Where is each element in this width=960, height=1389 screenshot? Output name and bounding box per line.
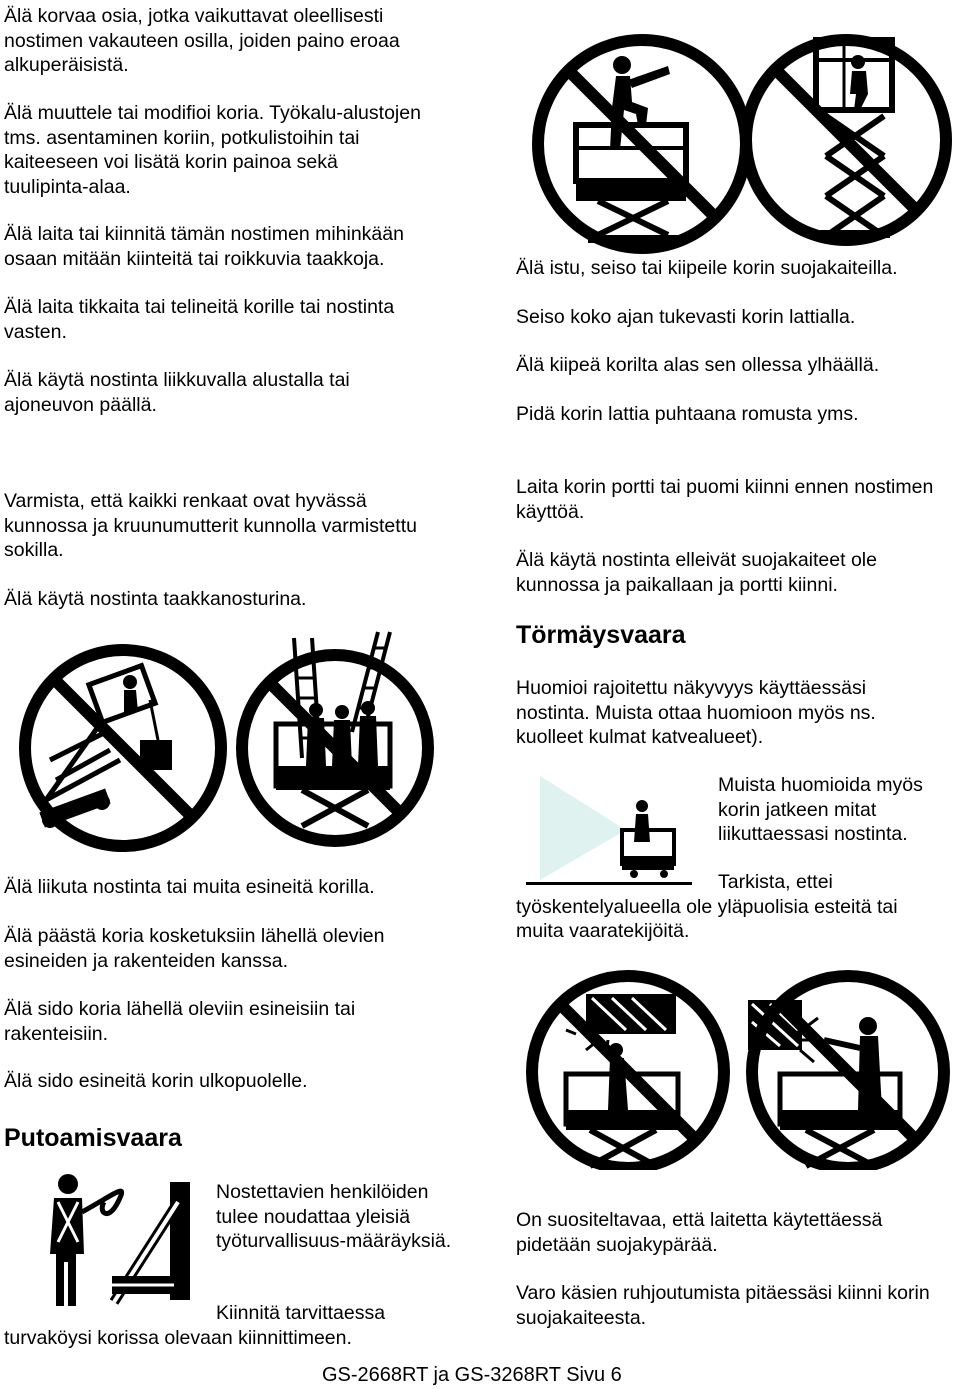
blind-spot-icon [526, 772, 692, 890]
text-limited-visibility: Huomioi rajoitettu näkyvyys käyttäessäsi nostinta. Muista ottaa huomioon myös ns. kuolleet kulmat katvealueet). [516, 677, 876, 748]
no-climbing-guardrail-icon [528, 30, 756, 258]
text-no-exit-elevated: Älä kiipeä korilta alas sen ollessa ylhäällä. [516, 354, 880, 376]
text-no-moving-objects: Älä liikuta nostinta tai muita esineitä korilla. [4, 876, 375, 898]
overhead-hazard-icon [516, 970, 746, 1170]
text-hand-crush: Varo käsien ruhjoutumista pitäessäsi kiinni korin suojakaiteesta. [516, 1282, 930, 1329]
text-keep-floor-clean: Pidä korin lattia puhtaana romusta yms. [516, 403, 859, 425]
text-no-tie-outside: Älä sido esineitä korin ulkopuolelle. [4, 1070, 308, 1092]
page-footer: GS-2668RT ja GS-3268RT Sivu 6 [322, 1364, 622, 1386]
text-wear-helmet: On suositeltavaa, että laitetta käytettäessä pidetään suojakypärää. [516, 1209, 883, 1256]
text-no-climb-guardrails: Älä istu, seiso tai kiipeile korin suojakaiteilla. [516, 257, 898, 279]
text-no-ladders: Älä laita tikkaita tai telineitä korille tai nostinta vasten. [4, 296, 395, 343]
no-exiting-elevated-platform-icon [734, 30, 958, 250]
text-safety-regulations: Nostettavien henkilöiden tulee noudattaa yleisiä työturvallisuus-määräyksiä. [216, 1181, 452, 1252]
text-check-tires: Varmista, että kaikki renkaat ovat hyvässä kunnossa ja kruunumutterit kunnolla varmistettu sokilla. [4, 490, 417, 561]
text-no-loads: Älä laita tai kiinnitä tämän nostimen mihinkään osaan mitään kiinteitä tai roikkuvia taakkoja. [4, 223, 404, 270]
text-no-crane: Älä käytä nostinta taakkanosturina. [4, 588, 307, 610]
text-no-modify-basket: Älä muuttele tai modifioi koria. Työkalu-alustojen tms. asentaminen koriin, potkulistoihin tai kaiteeseen voi lisätä korin painoa sekä tuulipinta-alaa. [4, 102, 421, 198]
text-guardrails-in-place: Älä käytä nostinta elleivät suojakaiteet ole kunnossa ja paikallaan ja portti kiinni. [516, 549, 877, 596]
text-close-gate: Laita korin portti tai puomi kiinni ennen nostimen käyttöä. [516, 476, 934, 523]
text-replace-parts: Älä korvaa osia, jotka vaikuttavat oleellisesti nostimen vakauteen osilla, joiden paino eroaa alkuperäisistä. [4, 5, 400, 76]
text-no-tie-basket: Älä sido koria lähellä oleviin esineisiin tai rakenteisiin. [4, 998, 356, 1045]
crush-hazard-icon [740, 970, 960, 1170]
no-ladders-in-platform-icon [232, 628, 438, 852]
heading-collision-hazard: Törmäysvaara [516, 621, 686, 649]
fall-protection-harness-icon [28, 1172, 200, 1308]
text-no-contact: Älä päästä koria kosketuksiin lähellä olevien esineiden ja rakenteiden kanssa. [4, 925, 385, 972]
text-overhead-obstacles: Tarkista, ettei työskentelyalueella ole yläpuolisia esteitä tai muita vaaratekijöitä. [516, 871, 898, 942]
text-extension-dimensions: Muista huomioida myös korin jatkeen mitat liikuttaessasi nostinta. [718, 774, 923, 845]
text-lanyard: Kiinnitä tarvittaessa turvaköysi korissa olevaan kiinnittimeen. [4, 1302, 386, 1349]
text-no-moving-surface: Älä käytä nostinta liikkuvalla alustalla tai ajoneuvon päällä. [4, 369, 350, 416]
heading-fall-hazard: Putoamisvaara [4, 1124, 182, 1152]
no-crane-use-icon [10, 640, 236, 856]
text-stand-firmly: Seiso koko ajan tukevasti korin lattialla. [516, 306, 856, 328]
